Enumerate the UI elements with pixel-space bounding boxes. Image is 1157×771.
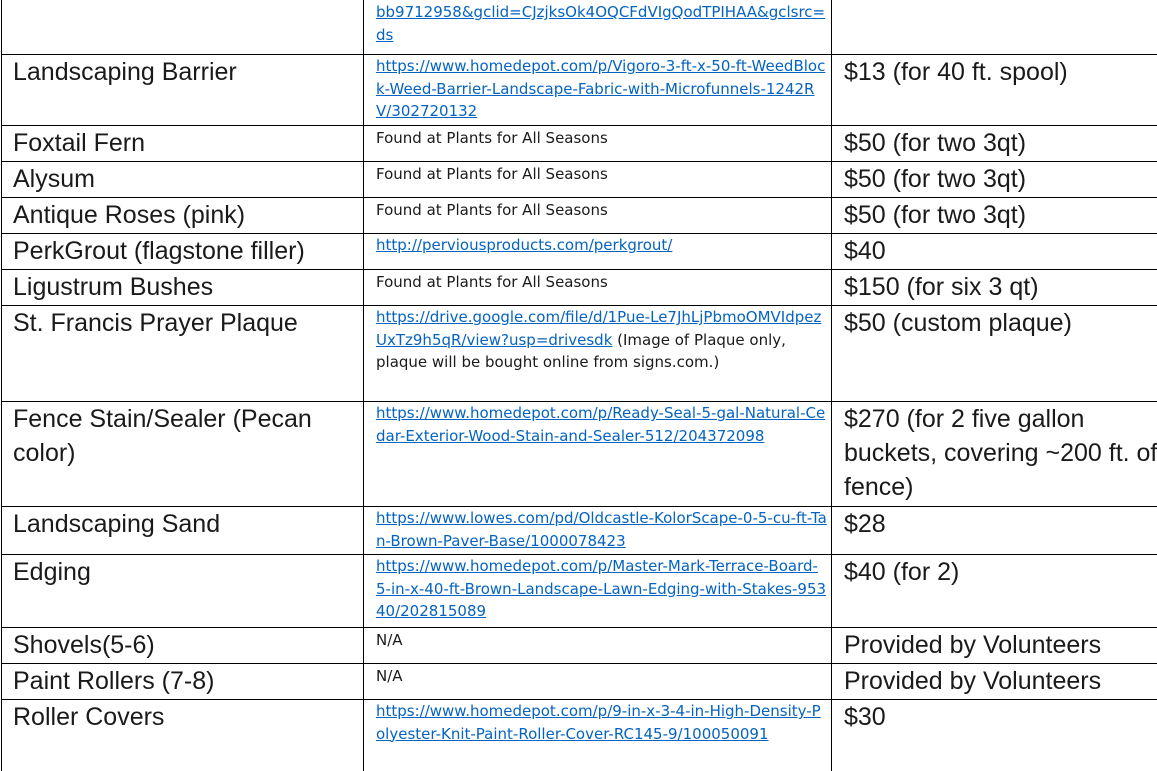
source-link[interactable]: https://www.homedepot.com/p/Ready-Seal-5-gal-Natural-Cedar-Exterior-Wood-Stain-and-Sealer-512/204372098 [376,404,826,445]
item-name: Ligustrum Bushes [13,273,214,301]
item-cell [2,234,364,270]
cost-value: $150 (for six 3 qt) [844,273,1039,301]
item-cell [2,0,364,55]
cost-cell [832,55,1157,126]
item-cell [2,270,364,306]
table-row [2,628,1157,664]
source-cell [364,198,832,234]
table-row [2,0,1157,55]
cost-cell [832,402,1157,507]
source-cell [364,664,832,700]
cost-cell [832,270,1157,306]
cost-cell [832,126,1157,162]
source-cell [364,700,832,771]
table-row [2,55,1157,126]
table-row [2,306,1157,402]
cost-value: $28 [844,510,886,538]
item-cell [2,664,364,700]
source-cell [364,555,832,628]
cost-value: $50 (for two 3qt) [844,129,1027,157]
cost-value: $50 (for two 3qt) [844,201,1027,229]
table-row [2,700,1157,771]
source-link[interactable]: https://www.homedepot.com/p/Vigoro-3-ft-x-50-ft-WeedBlock-Weed-Barrier-Landscape-Fabric-with-Microfunnels-1242RV/302720132 [376,57,826,120]
item-cell [2,628,364,664]
source-note: Found at Plants for All Seasons [376,129,608,147]
item-name: Landscaping Sand [13,510,221,538]
table-row [2,270,1157,306]
item-cell [2,507,364,555]
cost-cell [832,664,1157,700]
item-cell [2,198,364,234]
cost-value: $50 (custom plaque) [844,309,1072,337]
source-note: (Image of Plaque only, plaque will be bought online from signs.com.) [376,330,786,371]
source-note: Found at Plants for All Seasons [376,201,608,219]
supply-table [1,0,1157,771]
item-name: St. Francis Prayer Plaque [13,309,298,337]
source-note: Found at Plants for All Seasons [376,165,608,183]
table-row [2,664,1157,700]
source-cell [364,306,832,402]
source-cell [364,0,832,55]
source-cell [364,270,832,306]
item-name: PerkGrout (flagstone filler) [13,237,305,265]
cost-value: $50 (for two 3qt) [844,165,1027,193]
source-note: Found at Plants for All Seasons [376,273,608,291]
cost-cell [832,555,1157,628]
item-name: Foxtail Fern [13,129,145,157]
item-name: Fence Stain/Sealer (Pecan color) [13,405,312,467]
item-name: Antique Roses (pink) [13,201,246,229]
source-cell [364,402,832,507]
source-link[interactable]: https://www.homedepot.com/p/Master-Mark-Terrace-Board-5-in-x-40-ft-Brown-Landscape-Lawn-Edging-with-Stakes-95340/202815089 [376,557,827,620]
source-note: N/A [376,667,403,685]
table-row [2,402,1157,507]
cost-cell [832,0,1157,55]
source-cell [364,126,832,162]
cost-cell [832,162,1157,198]
source-link[interactable]: http://perviousproducts.com/perkgrout/ [376,236,673,254]
item-cell [2,700,364,771]
item-cell [2,555,364,628]
table-row [2,126,1157,162]
cost-value: $30 [844,703,886,731]
source-cell [364,628,832,664]
source-link[interactable]: https://www.lowes.com/pd/Oldcastle-KolorScape-0-5-cu-ft-Tan-Brown-Paver-Base/1000078423 [376,509,827,550]
item-name: Paint Rollers (7-8) [13,667,215,695]
item-name: Shovels(5-6) [13,631,155,659]
item-cell [2,162,364,198]
item-cell [2,306,364,402]
source-note: N/A [376,631,403,649]
cost-cell [832,198,1157,234]
item-cell [2,55,364,126]
item-cell [2,402,364,507]
cost-cell [832,306,1157,402]
source-cell [364,162,832,198]
cost-value: $40 [844,237,886,265]
item-cell [2,126,364,162]
table-row [2,162,1157,198]
source-cell [364,507,832,555]
source-link[interactable]: https://drive.google.com/file/d/1Pue-Le7JhLjPbmoOMVIdpezUxTz9h5qR/view?usp=drivesdk [376,308,822,349]
cost-value: $40 (for 2) [844,558,960,586]
source-link[interactable]: bb9712958&gclid=CJzjksOk4OQCFdVIgQodTPIHAA&gclsrc=ds [376,3,826,44]
table-row [2,198,1157,234]
item-name: Roller Covers [13,703,165,731]
cost-value: Provided by Volunteers [844,667,1102,695]
item-name: Alysum [13,165,95,193]
source-link[interactable]: https://www.homedepot.com/p/9-in-x-3-4-in-High-Density-Polyester-Knit-Paint-Roller-Cover-RC145-9/100050091 [376,702,821,743]
item-name: Edging [13,558,91,586]
table-row [2,555,1157,628]
source-cell [364,234,832,270]
cost-cell [832,507,1157,555]
item-name: Landscaping Barrier [13,58,237,86]
cost-cell [832,700,1157,771]
table-row [2,234,1157,270]
source-cell [364,55,832,126]
table-row [2,507,1157,555]
cost-value: Provided by Volunteers [844,631,1102,659]
cost-cell [832,234,1157,270]
cost-value: $270 (for 2 five gallon buckets, covering ~200 ft. of fence) [844,405,1157,501]
cost-cell [832,628,1157,664]
cost-value: $13 (for 40 ft. spool) [844,58,1068,86]
